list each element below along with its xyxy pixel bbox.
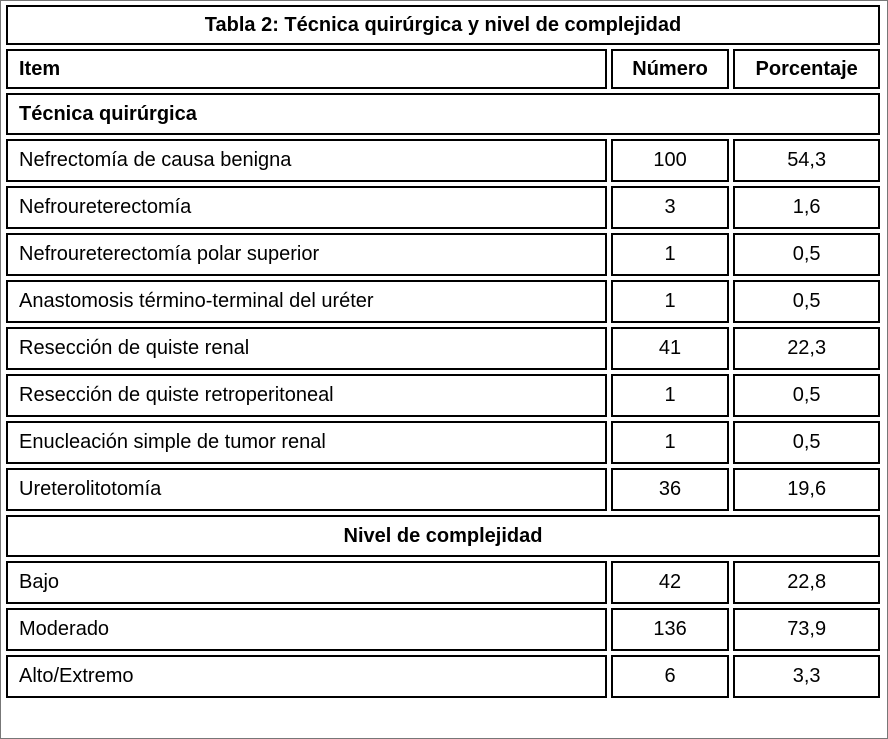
section-title-complejidad: Nivel de complejidad [6,515,880,557]
cell-item: Enucleación simple de tumor renal [6,421,607,464]
table-row [6,280,880,323]
table-row [6,421,880,464]
cell-porcentaje: 1,6 [733,186,880,229]
cell-numero: 1 [611,421,730,464]
cell-item: Alto/Extremo [6,655,607,698]
table-title: Tabla 2: Técnica quirúrgica y nivel de complejidad [6,5,880,45]
cell-item: Nefrectomía de causa benigna [6,139,607,182]
header-porcentaje: Porcentaje [733,49,880,89]
cell-numero: 3 [611,186,730,229]
table-row [6,655,880,698]
cell-porcentaje: 0,5 [733,280,880,323]
cell-porcentaje: 0,5 [733,233,880,276]
cell-numero: 36 [611,468,730,511]
cell-numero: 1 [611,233,730,276]
cell-numero: 100 [611,139,730,182]
table-row [6,468,880,511]
cell-numero: 41 [611,327,730,370]
table-row [6,561,880,604]
cell-porcentaje: 73,9 [733,608,880,651]
header-item: Item [6,49,607,89]
cell-item: Resección de quiste renal [6,327,607,370]
table-row [6,374,880,417]
table-title-row [6,5,880,45]
cell-porcentaje: 22,3 [733,327,880,370]
table-row [6,139,880,182]
cell-porcentaje: 0,5 [733,374,880,417]
cell-numero: 42 [611,561,730,604]
cell-porcentaje: 22,8 [733,561,880,604]
section-row-complejidad [6,515,880,557]
table-row [6,327,880,370]
table-row [6,186,880,229]
surgical-technique-table [2,1,884,702]
section-row-tecnica [6,93,880,135]
cell-item: Ureterolitotomía [6,468,607,511]
header-numero: Número [611,49,730,89]
cell-item: Resección de quiste retroperitoneal [6,374,607,417]
cell-item: Anastomosis término-terminal del uréter [6,280,607,323]
cell-numero: 1 [611,374,730,417]
cell-porcentaje: 19,6 [733,468,880,511]
cell-numero: 1 [611,280,730,323]
table-header-row [6,49,880,89]
cell-item: Bajo [6,561,607,604]
cell-porcentaje: 0,5 [733,421,880,464]
cell-porcentaje: 54,3 [733,139,880,182]
section-title-tecnica: Técnica quirúrgica [6,93,880,135]
table-row [6,233,880,276]
cell-numero: 136 [611,608,730,651]
cell-porcentaje: 3,3 [733,655,880,698]
table-row [6,608,880,651]
cell-item: Nefroureterectomía polar superior [6,233,607,276]
cell-item: Nefroureterectomía [6,186,607,229]
cell-item: Moderado [6,608,607,651]
cell-numero: 6 [611,655,730,698]
